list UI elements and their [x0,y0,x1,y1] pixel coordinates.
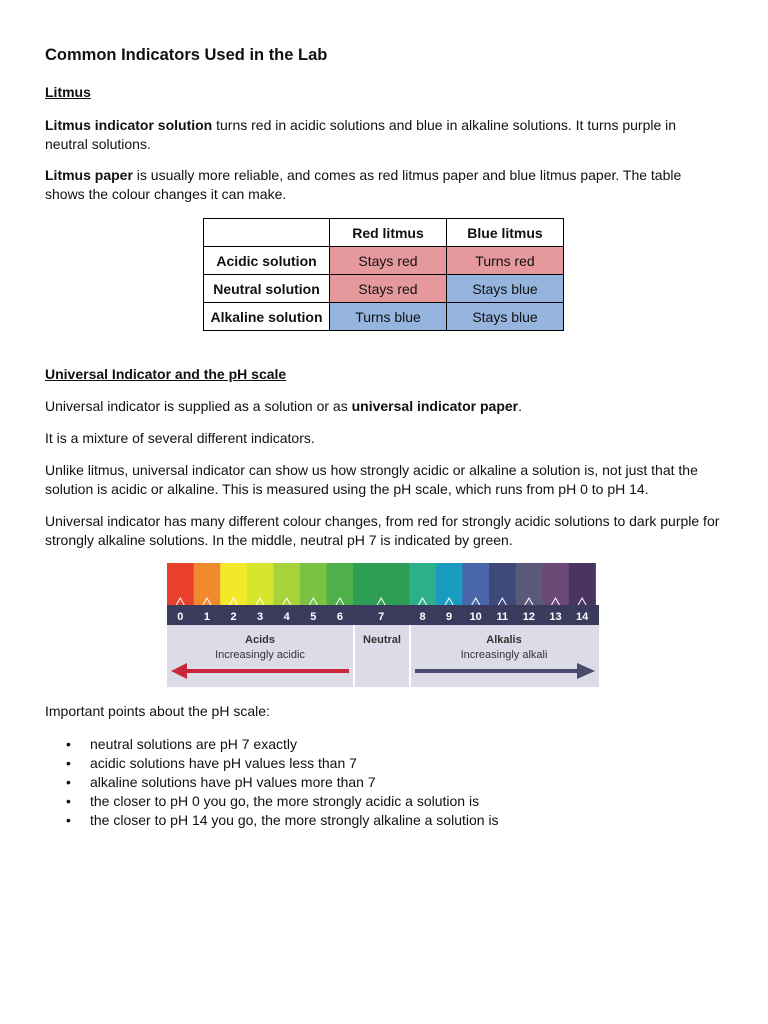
table-row-label: Alkaline solution [204,303,330,331]
litmus-paragraph-2: Litmus paper is usually more reliable, and comes as red litmus paper and blue litmus paper. The table shows the colour changes it can make. [45,167,682,202]
litmus-table [203,218,564,331]
universal-indicator-heading: Universal Indicator and the pH scale [45,366,287,382]
list-item: • the closer to pH 0 you go, the more strongly acidic a solution is [66,793,480,809]
ph-number-label: 13 [549,611,562,623]
table-row [204,275,564,303]
ph-number-label: 7 [378,611,385,623]
list-item: • alkaline solutions have pH values more than 7 [66,774,376,790]
ph-number-label: 6 [336,611,343,623]
ph-number-label: 8 [419,611,426,623]
table-header-row [204,219,564,247]
universal-paper-term: universal indicator paper [351,398,519,414]
ph-number-label: 11 [496,611,509,623]
ph-number-label: 5 [310,611,317,623]
litmus-paragraph-1: Litmus indicator solution turns red in acidic solutions and blue in alkaline solutions. It turns purple in neutral solutions. [45,117,677,152]
list-item: • the closer to pH 14 you go, the more strongly alkaline a solution is [66,812,499,828]
ph-number-label: 3 [257,611,264,623]
ph-number-label: 2 [230,611,237,623]
ph-color-swatches [167,563,596,605]
points-list [45,735,499,830]
bullet-icon: • [66,774,71,790]
bullet-icon: • [66,793,71,809]
table-header-cell [204,219,330,247]
table-cell: Stays red [330,247,447,275]
table-cell: Stays blue [447,275,564,303]
points-intro: Important points about the pH scale: [45,703,270,719]
litmus-heading: Litmus [45,84,91,100]
ph-scale-diagram [167,563,599,687]
table-cell: Stays red [330,275,447,303]
bullet-icon: • [66,755,71,771]
list-item: • neutral solutions are pH 7 exactly [66,736,297,752]
litmus-paper-term: Litmus paper [45,167,133,183]
table-header-cell: Red litmus [330,219,447,247]
table-cell: Stays blue [447,303,564,331]
ph-number-label: 1 [203,611,210,623]
bullet-icon: • [66,736,71,752]
universal-paragraph-1: Universal indicator is supplied as a solution or as universal indicator paper. [45,398,522,414]
universal-paragraph-3: Unlike litmus, universal indicator can show us how strongly acidic or alkaline a solution is, not just that the solution is acidic or alkaline. This is measured using the pH scale, which runs from pH 0 to pH 14. [45,462,698,497]
ph-number-label: 14 [575,611,589,623]
acids-sublabel: Increasingly acidic [215,649,305,661]
litmus-solution-term: Litmus indicator solution [45,117,213,133]
ph-number-label: 4 [283,611,290,623]
table-row [204,303,564,331]
universal-paragraph-4: Universal indicator has many different colour changes, from red for strongly acidic solutions to dark purple for strongly alkaline solutions. In the middle, neutral pH 7 is indicated by green. [45,513,720,548]
table-header-cell: Blue litmus [447,219,564,247]
ph-number-label: 0 [177,611,184,623]
table-row-label: Acidic solution [204,247,330,275]
neutral-label: Neutral [363,634,401,646]
table-cell: Turns red [447,247,564,275]
ph-number-label: 12 [522,611,536,623]
acids-label: Acids [245,634,275,646]
page-title: Common Indicators Used in the Lab [45,46,328,64]
bullet-icon: • [66,812,71,828]
alkalis-sublabel: Increasingly alkali [460,649,548,661]
ph-number-label: 10 [469,611,482,623]
universal-paragraph-2: It is a mixture of several different indicators. [45,430,315,446]
list-item: • acidic solutions have pH values less than 7 [66,755,357,771]
ph-divider [353,625,355,687]
alkalis-label: Alkalis [486,634,522,646]
table-row-label: Neutral solution [204,275,330,303]
ph-divider [409,625,411,687]
table-cell: Turns blue [330,303,447,331]
ph-number-label: 9 [446,611,453,623]
table-row [204,247,564,275]
